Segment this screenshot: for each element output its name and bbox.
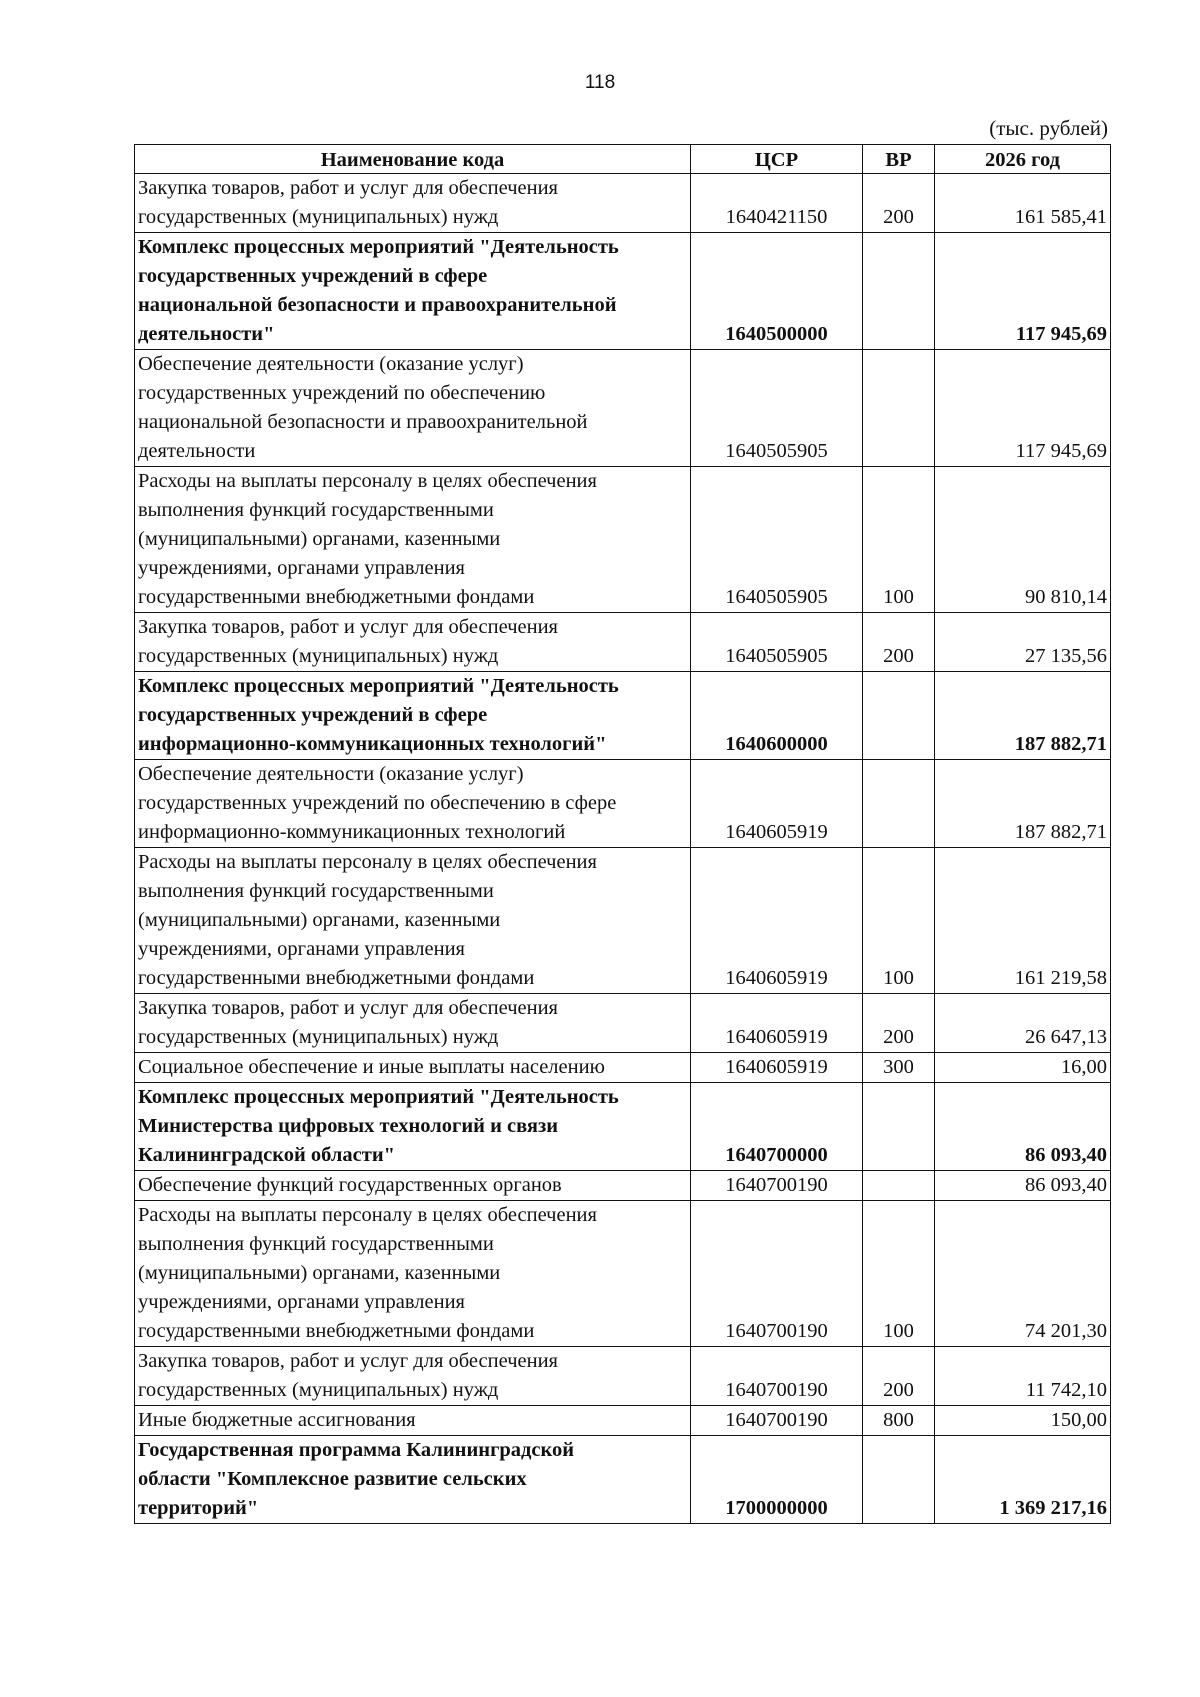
row-csr-cell: 1640605919 (691, 760, 863, 848)
table-row (135, 467, 1111, 613)
row-amount-cell: 161 219,58 (935, 848, 1111, 994)
row-amount-cell: 90 810,14 (935, 467, 1111, 613)
row-name-cell: Обеспечение деятельности (оказание услуг) государственных учреждений по обеспечению национальной безопасности и правоохранительной деятельности (135, 350, 691, 467)
row-amount-cell: 187 882,71 (935, 672, 1111, 760)
row-vr-cell: 200 (863, 174, 935, 233)
row-amount-cell: 86 093,40 (935, 1171, 1111, 1201)
row-vr-cell (863, 672, 935, 760)
row-vr-cell (863, 1083, 935, 1171)
row-name-cell: Иные бюджетные ассигнования (135, 1406, 691, 1436)
row-csr-cell: 1640505905 (691, 467, 863, 613)
row-csr-cell: 1640700190 (691, 1347, 863, 1406)
header-csr: ЦСР (691, 145, 863, 174)
row-amount-cell: 26 647,13 (935, 994, 1111, 1053)
row-amount-cell: 161 585,41 (935, 174, 1111, 233)
table-row (135, 1053, 1111, 1083)
row-amount-cell: 150,00 (935, 1406, 1111, 1436)
row-csr-cell: 1640600000 (691, 672, 863, 760)
row-name-cell: Комплекс процессных мероприятий "Деятельность государственных учреждений в сфере национальной безопасности и правоохранительной деятельности" (135, 233, 691, 350)
table-row (135, 1201, 1111, 1347)
row-csr-cell: 1700000000 (691, 1436, 863, 1524)
row-name-cell: Закупка товаров, работ и услуг для обеспечения государственных (муниципальных) нужд (135, 1347, 691, 1406)
table-row (135, 1406, 1111, 1436)
table-row (135, 1347, 1111, 1406)
row-csr-cell: 1640421150 (691, 174, 863, 233)
row-name-cell: Комплекс процессных мероприятий "Деятельность Министерства цифровых технологий и связи Калининградской области" (135, 1083, 691, 1171)
row-amount-cell: 117 945,69 (935, 350, 1111, 467)
row-amount-cell: 11 742,10 (935, 1347, 1111, 1406)
row-name-cell: Обеспечение функций государственных органов (135, 1171, 691, 1201)
row-csr-cell: 1640500000 (691, 233, 863, 350)
row-vr-cell: 100 (863, 848, 935, 994)
row-vr-cell (863, 1171, 935, 1201)
row-csr-cell: 1640700190 (691, 1171, 863, 1201)
row-name-cell: Расходы на выплаты персоналу в целях обеспечения выполнения функций государственными (муниципальными) органами, казенными учреждениями, органами управления государственными внебюджетными фондами (135, 1201, 691, 1347)
table-row (135, 174, 1111, 233)
row-name-cell: Закупка товаров, работ и услуг для обеспечения государственных (муниципальных) нужд (135, 174, 691, 233)
table-row (135, 613, 1111, 672)
row-name-cell: Государственная программа Калининградской области "Комплексное развитие сельских территорий" (135, 1436, 691, 1524)
row-vr-cell (863, 760, 935, 848)
table-row (135, 760, 1111, 848)
row-vr-cell: 200 (863, 613, 935, 672)
row-amount-cell: 117 945,69 (935, 233, 1111, 350)
row-amount-cell: 1 369 217,16 (935, 1436, 1111, 1524)
table-row (135, 233, 1111, 350)
row-csr-cell: 1640505905 (691, 350, 863, 467)
row-name-cell: Комплекс процессных мероприятий "Деятельность государственных учреждений в сфере информационно-коммуникационных технологий" (135, 672, 691, 760)
table-row (135, 350, 1111, 467)
row-vr-cell: 200 (863, 994, 935, 1053)
row-csr-cell: 1640605919 (691, 848, 863, 994)
row-name-cell: Обеспечение деятельности (оказание услуг) государственных учреждений по обеспечению в сфере информационно-коммуникационных технологий (135, 760, 691, 848)
row-csr-cell: 1640605919 (691, 1053, 863, 1083)
row-vr-cell (863, 350, 935, 467)
row-vr-cell: 200 (863, 1347, 935, 1406)
row-vr-cell: 300 (863, 1053, 935, 1083)
row-csr-cell: 1640605919 (691, 994, 863, 1053)
table-row (135, 672, 1111, 760)
page-number: 118 (584, 72, 616, 93)
table-row (135, 1171, 1111, 1201)
row-name-cell: Социальное обеспечение и иные выплаты населению (135, 1053, 691, 1083)
table-row (135, 848, 1111, 994)
row-csr-cell: 1640505905 (691, 613, 863, 672)
table-body (135, 174, 1111, 1524)
row-name-cell: Расходы на выплаты персоналу в целях обеспечения выполнения функций государственными (муниципальными) органами, казенными учреждениями, органами управления государственными внебюджетными фондами (135, 848, 691, 994)
row-csr-cell: 1640700190 (691, 1201, 863, 1347)
row-amount-cell: 187 882,71 (935, 760, 1111, 848)
row-vr-cell: 100 (863, 467, 935, 613)
header-name: Наименование кода (135, 145, 691, 174)
units-label: (тыс. рублей) (989, 116, 1108, 140)
row-vr-cell: 800 (863, 1406, 935, 1436)
row-vr-cell (863, 233, 935, 350)
budget-table (134, 144, 1111, 1524)
header-vr: ВР (863, 145, 935, 174)
row-name-cell: Закупка товаров, работ и услуг для обеспечения государственных (муниципальных) нужд (135, 994, 691, 1053)
table-row (135, 994, 1111, 1053)
row-csr-cell: 1640700190 (691, 1406, 863, 1436)
row-vr-cell: 100 (863, 1201, 935, 1347)
table-row (135, 1436, 1111, 1524)
table-header-row (135, 145, 1111, 174)
header-amount: 2026 год (935, 145, 1111, 174)
table-row (135, 1083, 1111, 1171)
row-name-cell: Расходы на выплаты персоналу в целях обеспечения выполнения функций государственными (муниципальными) органами, казенными учреждениями, органами управления государственными внебюджетными фондами (135, 467, 691, 613)
row-amount-cell: 74 201,30 (935, 1201, 1111, 1347)
row-vr-cell (863, 1436, 935, 1524)
row-amount-cell: 27 135,56 (935, 613, 1111, 672)
row-amount-cell: 16,00 (935, 1053, 1111, 1083)
row-amount-cell: 86 093,40 (935, 1083, 1111, 1171)
row-csr-cell: 1640700000 (691, 1083, 863, 1171)
row-name-cell: Закупка товаров, работ и услуг для обеспечения государственных (муниципальных) нужд (135, 613, 691, 672)
